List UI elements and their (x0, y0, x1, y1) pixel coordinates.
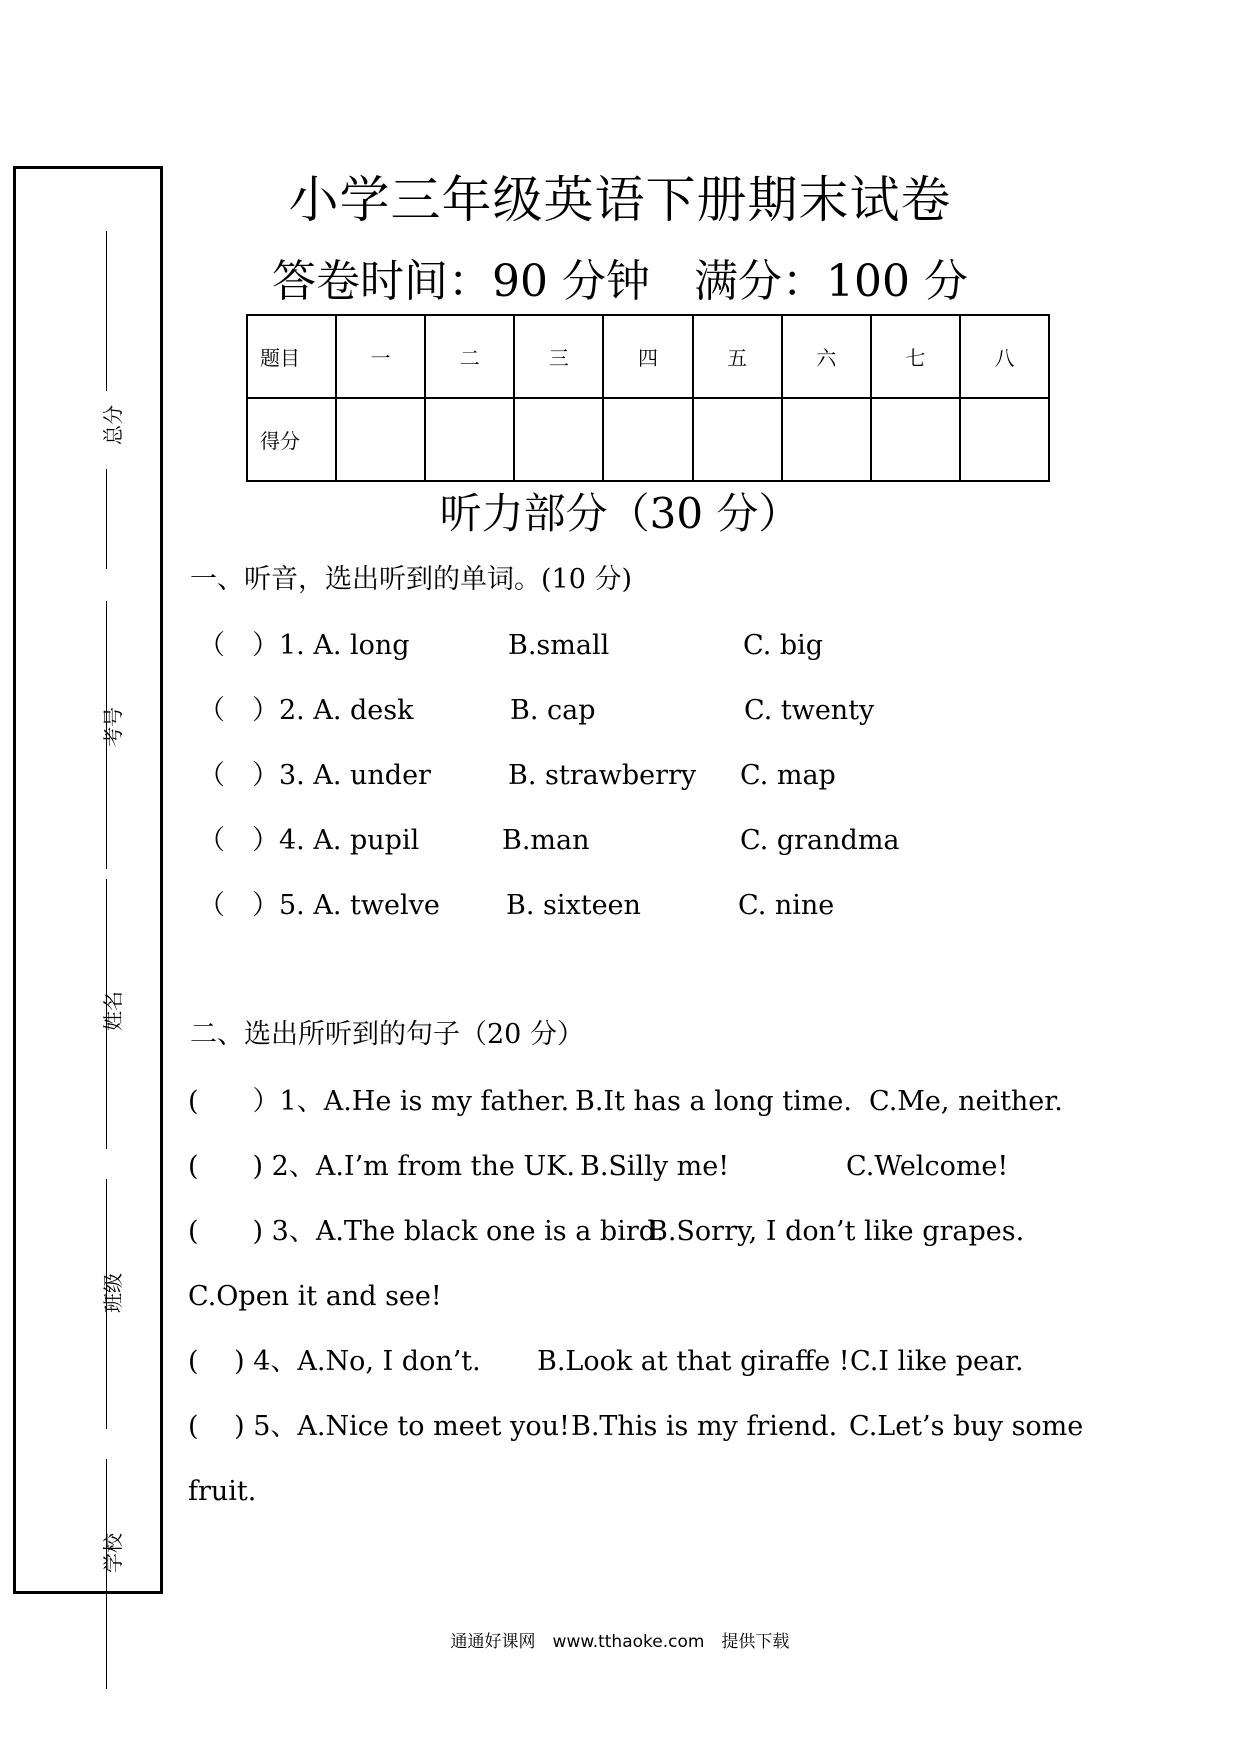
s1-q4-option-a: （ ）4. A. pupil (198, 825, 420, 856)
s2-q5-option-a: ( ) 5、A.Nice to meet you! (188, 1411, 570, 1442)
score-table (246, 314, 1050, 482)
s1-q2-option-a: （ ）2. A. desk (198, 695, 414, 726)
s2-q4-option-a: ( ) 4、A.No, I don’t. (188, 1346, 481, 1377)
section-1-heading: 一、听音，选出听到的单词。(10 分) (190, 564, 633, 595)
s2-q5-option-c-continued: fruit. (188, 1476, 257, 1507)
s1-q3-option-a: （ ）3. A. under (198, 760, 431, 791)
margin-label-name: 姓名 (101, 991, 125, 1031)
score-table-column: 三 (514, 315, 603, 398)
s1-q4-option-c: C. grandma (740, 825, 900, 856)
score-table-column: 二 (425, 315, 514, 398)
s1-q3-option-c: C. map (740, 760, 836, 791)
s2-q5-option-c: C.Let’s buy some (849, 1411, 1084, 1442)
footer-source-note: 通通好课网 www.tthaoke.com 提供下载 (450, 1632, 790, 1652)
score-cell[interactable] (514, 398, 603, 481)
score-cell[interactable] (603, 398, 692, 481)
score-table-row-label: 得分 (247, 398, 336, 481)
s1-q4-option-b: B.man (502, 825, 590, 856)
s2-q2-option-c: C.Welcome! (846, 1151, 1009, 1182)
score-table-column: 一 (336, 315, 425, 398)
s2-q1-option-a: ( ）1、A.He is my father. (188, 1086, 570, 1117)
score-table-row-label: 题目 (247, 315, 336, 398)
s2-q2-option-b: B.Silly me! (580, 1151, 730, 1182)
s1-q1-option-b: B.small (508, 630, 610, 661)
score-cell[interactable] (871, 398, 960, 481)
margin-label-total: 总分 (101, 405, 125, 445)
s1-q2-option-b: B. cap (510, 695, 596, 726)
exam-duration-and-score: 答卷时间：90 分钟 满分：100 分 (272, 256, 968, 307)
s2-q4-option-b: B.Look at that giraffe ! (537, 1346, 850, 1377)
score-table-column: 六 (782, 315, 871, 398)
binding-margin-box (13, 166, 163, 1594)
s1-q5-option-c: C. nine (738, 890, 835, 921)
s1-q5-option-a: （ ）5. A. twelve (198, 890, 440, 921)
s2-q2-option-a: ( ) 2、A.I’m from the UK. (188, 1151, 575, 1182)
score-cell[interactable] (693, 398, 782, 481)
listening-section-title: 听力部分（30 分） (439, 489, 801, 538)
score-table-column: 七 (871, 315, 960, 398)
s2-q3-option-b: B.Sorry, I don’t like grapes. (648, 1216, 1025, 1247)
margin-label-school: 学校 (101, 1533, 125, 1573)
s2-q3-option-c: C.Open it and see! (188, 1281, 442, 1312)
s1-q5-option-b: B. sixteen (506, 890, 641, 921)
s2-q5-option-b: B.This is my friend. (571, 1411, 838, 1442)
margin-label-class: 班级 (101, 1273, 125, 1313)
margin-line-total (106, 231, 107, 391)
score-table-score-row (247, 398, 1049, 481)
score-cell[interactable] (425, 398, 514, 481)
score-cell[interactable] (336, 398, 425, 481)
s1-q1-option-a: （ ）1. A. long (198, 630, 410, 661)
s2-q1-option-b: B.It has a long time. (575, 1086, 852, 1117)
s1-q2-option-c: C. twenty (744, 695, 875, 726)
score-table-column: 八 (960, 315, 1049, 398)
s1-q3-option-b: B. strawberry (508, 760, 697, 791)
margin-line-name-top (106, 789, 107, 869)
margin-label-exam-number: 考号 (101, 707, 125, 747)
s2-q3-option-a: ( ) 3、A.The black one is a bird. (188, 1216, 665, 1247)
score-table-column: 五 (693, 315, 782, 398)
s2-q1-option-c: C.Me, neither. (869, 1086, 1063, 1117)
margin-line-school-top (106, 1359, 107, 1429)
page-title: 小学三年级英语下册期末试卷 (288, 171, 952, 229)
s2-q4-option-c: C.I like pear. (850, 1346, 1024, 1377)
margin-line-class-top (106, 1079, 107, 1149)
score-table-column: 四 (603, 315, 692, 398)
margin-line-exam-number-top (106, 469, 107, 569)
s1-q1-option-c: C. big (743, 630, 824, 661)
section-2-heading: 二、选出所听到的句子（20 分） (190, 1019, 584, 1050)
score-table-header-row (247, 315, 1049, 398)
score-cell[interactable] (782, 398, 871, 481)
score-cell[interactable] (960, 398, 1049, 481)
